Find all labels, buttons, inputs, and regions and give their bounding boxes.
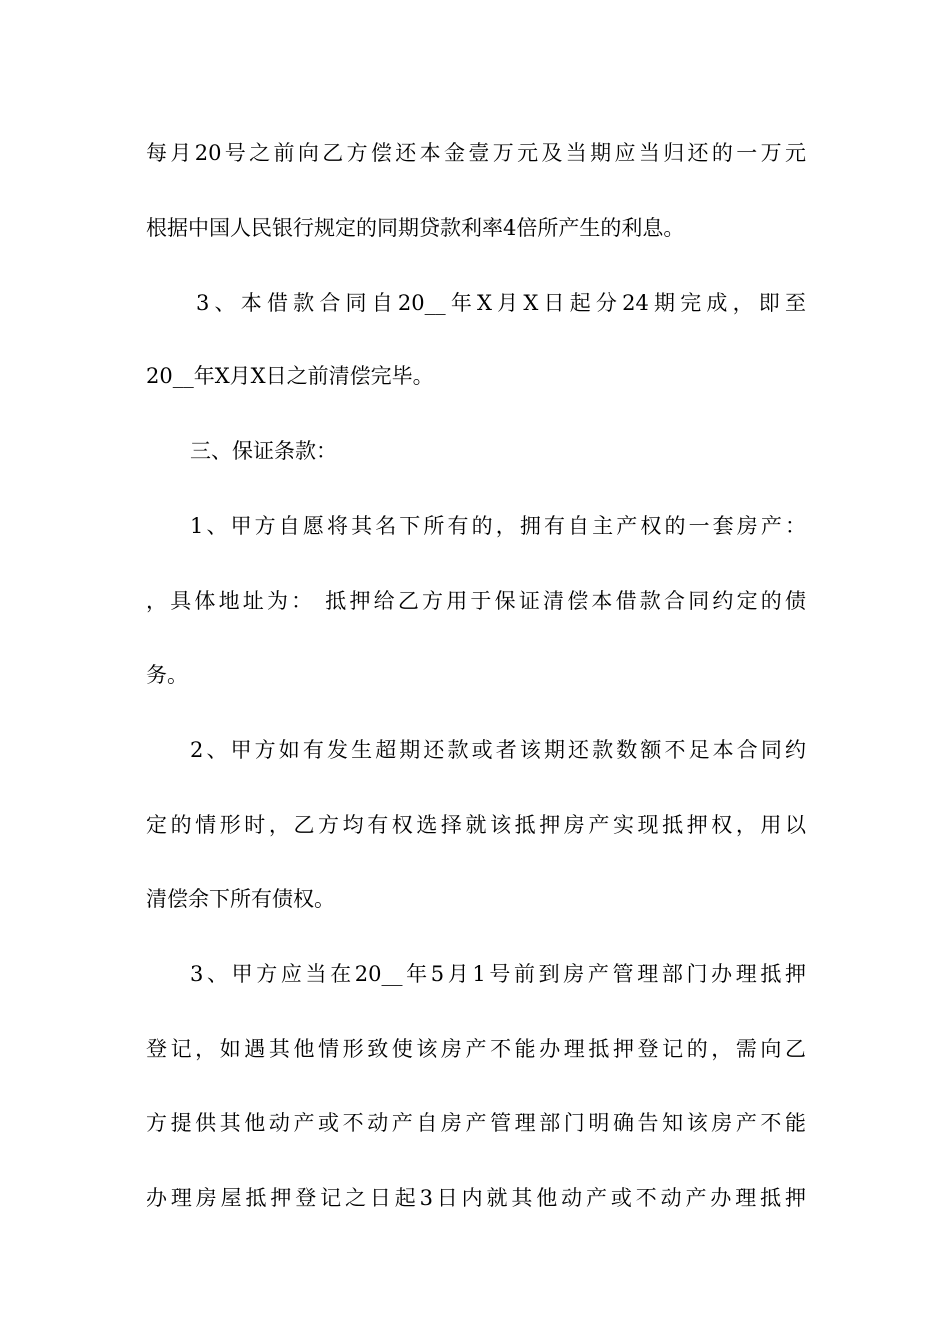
text-line: ，具体地址为： 抵押给乙方用于保证清偿本借款合同约定的债 — [146, 589, 806, 613]
text-line: 务。 — [146, 663, 188, 687]
text-line: 3、本借款合同自20__年X月X日起分24期完成，即至 — [196, 291, 806, 315]
text-line: 清偿余下所有债权。 — [146, 887, 335, 911]
text-line: 登记，如遇其他情形致使该房产不能办理抵押登记的，需向乙 — [146, 1037, 806, 1061]
text-line: 方提供其他动产或不动产自房产管理部门明确告知该房产不能 — [146, 1111, 806, 1135]
text-line: 20__年X月X日之前清偿完毕。 — [146, 364, 434, 388]
text-line: 根据中国人民银行规定的同期贷款利率4倍所产生的利息。 — [146, 216, 685, 240]
text-line: 3、甲方应当在20__年5月1号前到房产管理部门办理抵押 — [190, 962, 806, 986]
text-line: 定的情形时，乙方均有权选择就该抵押房产实现抵押权，用以 — [146, 813, 806, 837]
section-heading: 三、保证条款： — [190, 439, 337, 463]
text-line: 办理房屋抵押登记之日起3日内就其他动产或不动产办理抵押 — [146, 1186, 806, 1210]
text-line: 2、甲方如有发生超期还款或者该期还款数额不足本合同约 — [190, 738, 806, 762]
text-line: 1、甲方自愿将其名下所有的，拥有自主产权的一套房产： — [190, 514, 806, 538]
text-line: 每月20号之前向乙方偿还本金壹万元及当期应当归还的一万元 — [146, 141, 806, 165]
